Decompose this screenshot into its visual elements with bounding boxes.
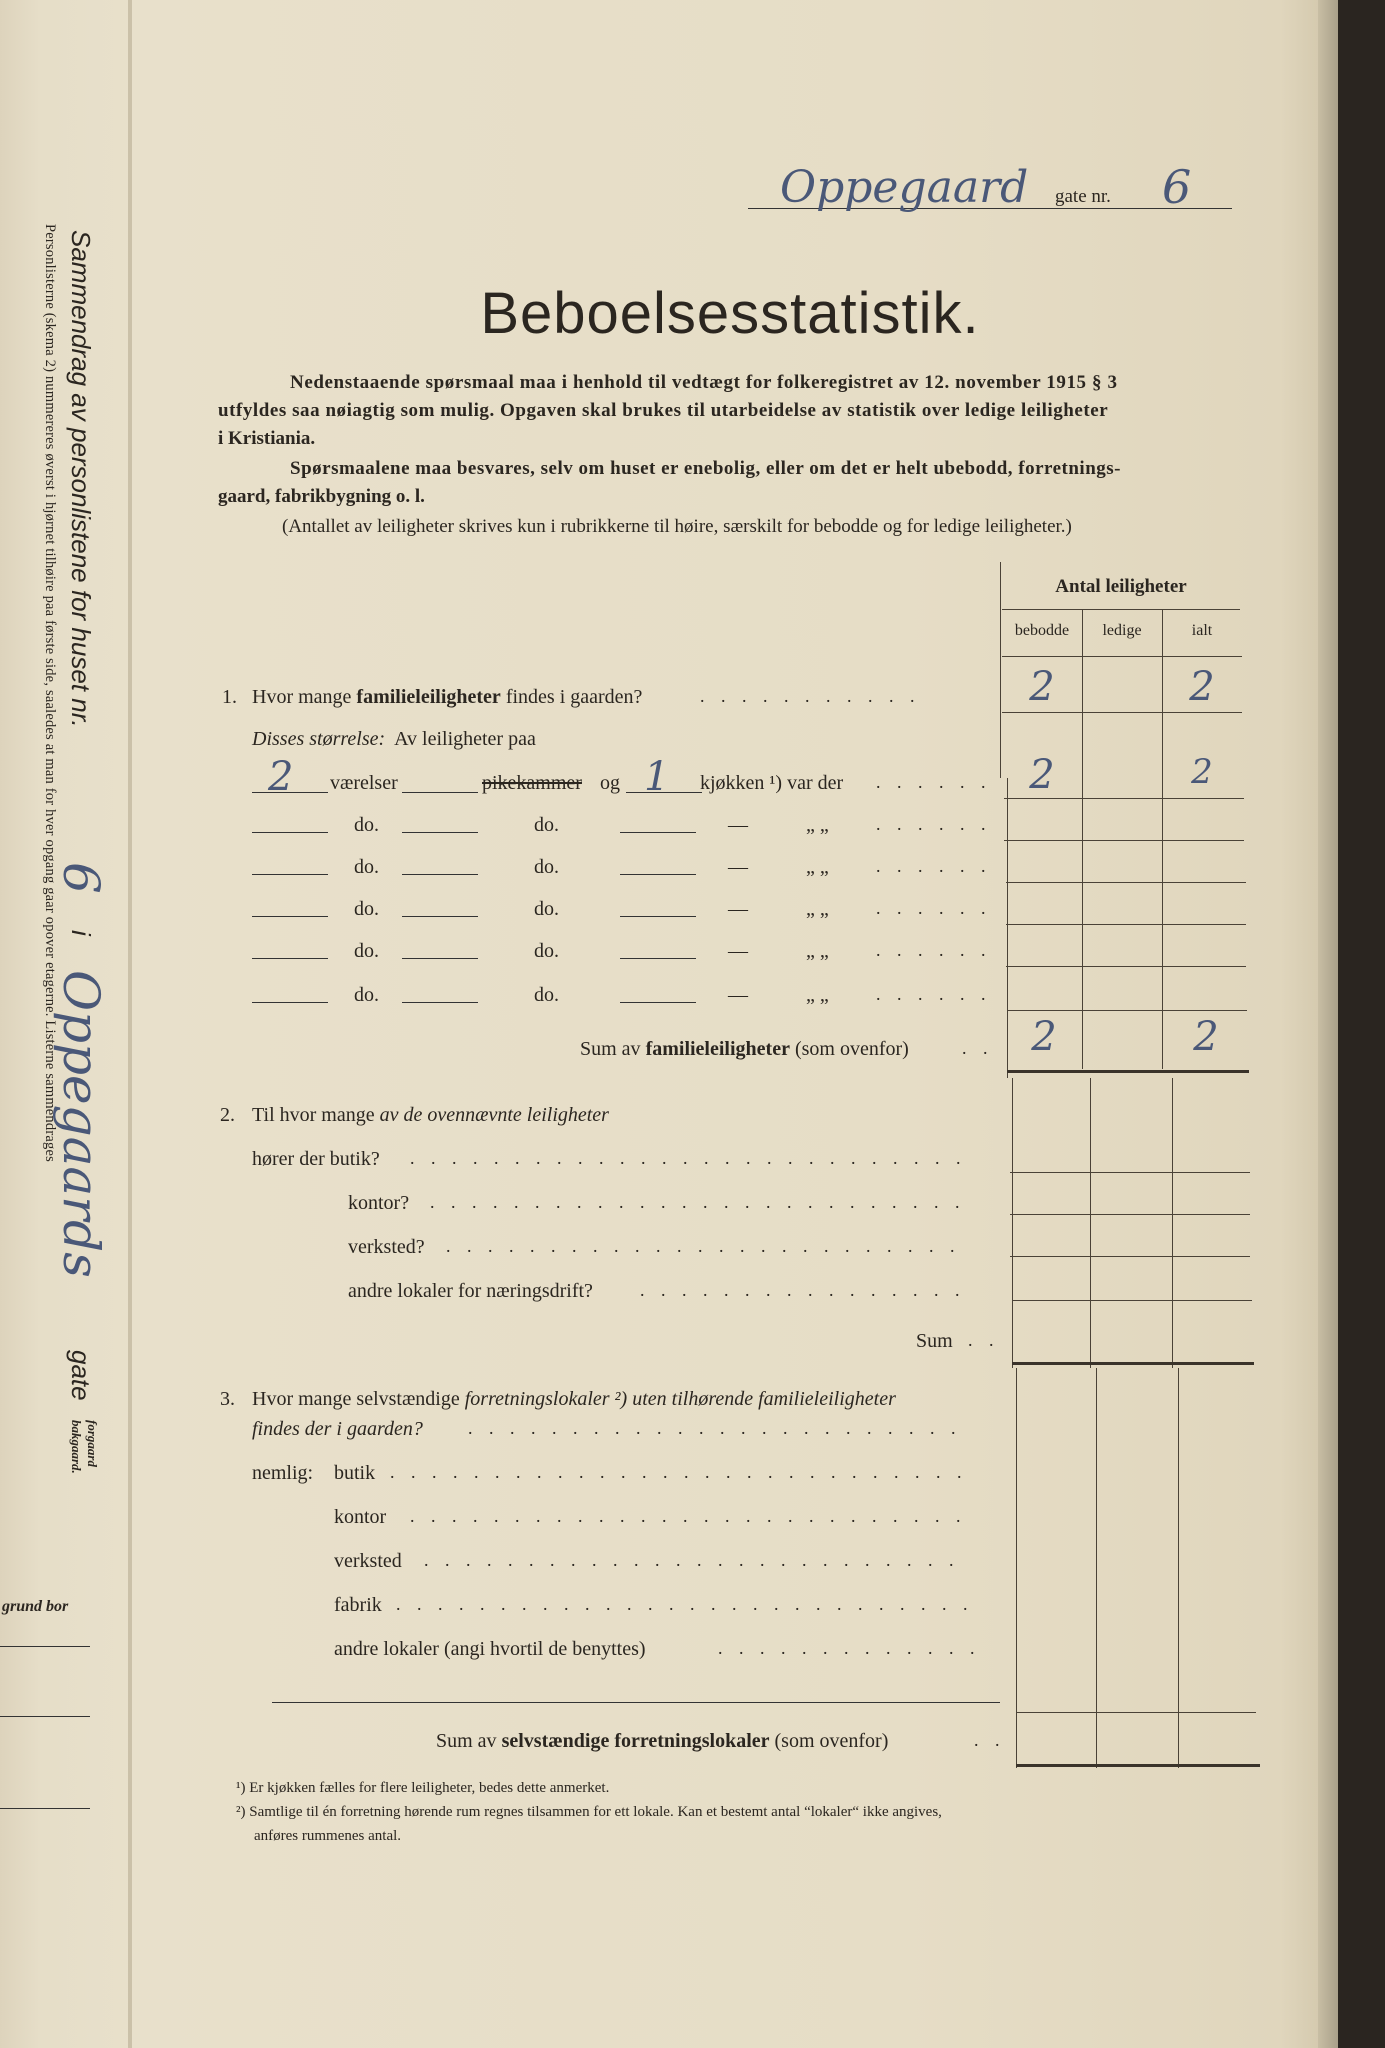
quote-marks: „ „	[806, 898, 829, 920]
side-line2: Personlisterne (skema 2) nummereres øverst i hjørnet tilhøire paa første side, saaledes at man for hver opgang gaar opover etagerne. Listerne sammendrages	[42, 224, 58, 1162]
do-blank	[620, 1002, 696, 1003]
row-line	[1004, 798, 1244, 799]
q3-write-in-line	[272, 1702, 1000, 1703]
row-line	[1010, 1172, 1250, 1173]
leader-dots: . . . . . . . . . . . . . . . . . . . . . . . . . . .	[410, 1148, 967, 1168]
leader-dots: . . . . . .	[876, 856, 992, 876]
footnote-2-line2: anføres rummenes antal.	[254, 1828, 402, 1844]
do-label: do.	[354, 984, 379, 1006]
row-line	[1010, 1214, 1250, 1215]
intro-p3: (Antallet av leiligheter skrives kun i rubrikkerne til høire, særskilt for bebodde og for ledige leiligheter.)	[282, 516, 1072, 537]
vaerelser-label: værelser	[330, 772, 398, 794]
footnote-1: ¹) Er kjøkken fælles for flere leiligheter, bedes dette anmerket.	[236, 1780, 610, 1796]
quote-marks: „ „	[806, 856, 829, 878]
q3-andre-label: andre lokaler (angi hvortil de benyttes)	[334, 1638, 646, 1660]
size-label-rest: Av leiligheter paa	[394, 728, 536, 750]
kitchen-handwritten: 1	[644, 754, 670, 800]
q3-sum-label	[436, 1730, 888, 1753]
q2-verksted-label: verksted?	[348, 1236, 425, 1258]
quote-marks: „ „	[806, 984, 829, 1006]
row1-bebodde-value: 2	[1029, 752, 1055, 798]
col-ledige-header: ledige	[1102, 622, 1142, 639]
intro-p2-line1: Spørsmaalene maa besvares, selv om huset er enebolig, eller om det er helt ubebodd, forretnings-	[290, 458, 1121, 479]
side-bakgaard: bakgaard.	[69, 1420, 84, 1474]
leader-dots: . . . . . . . . . . . . . . . . . . . . . . . . .	[446, 1236, 961, 1256]
side-line	[0, 1646, 90, 1647]
side-gate: gate	[66, 1350, 96, 1401]
do-blank	[402, 874, 478, 875]
do-label: do.	[534, 814, 559, 836]
table-border-left-d	[1016, 1368, 1017, 1768]
q1-number: 1.	[222, 686, 237, 708]
intro-p2-line2: gaard, fabrikbygning o. l.	[218, 486, 425, 507]
q3-text-italic2: uten tilhørende familieleiligheter	[627, 1388, 896, 1410]
do-blank	[620, 916, 696, 917]
row-line	[1012, 1300, 1252, 1301]
col-divider-2c	[1178, 1368, 1179, 1768]
do-blank	[252, 832, 328, 833]
house-number-handwritten: 6	[1162, 160, 1192, 214]
q2-text-italic: av de ovennævnte leiligheter	[379, 1104, 609, 1126]
q3-line2: findes der i gaarden?	[252, 1418, 423, 1440]
leader-dots: . . . . . . . . . . . . . . . . . . . . . . . . . . . .	[396, 1594, 974, 1614]
leader-dots: . . . . . . . . . . . . . . . . . . . . . . . . . .	[430, 1192, 966, 1212]
sum-pre: Sum av	[580, 1038, 646, 1060]
do-blank	[252, 916, 328, 917]
do-label: do.	[354, 856, 379, 878]
row-line	[1007, 1010, 1247, 1011]
row-line	[1016, 1712, 1256, 1713]
do-blank	[402, 916, 478, 917]
col-divider-2b	[1172, 1078, 1173, 1368]
q2-kontor-label: kontor?	[348, 1192, 410, 1214]
sum-3-line	[1016, 1764, 1260, 1767]
nemlig-label: nemlig:	[252, 1462, 314, 1484]
sum-post: (som ovenfor)	[769, 1730, 889, 1752]
do-blank	[620, 832, 696, 833]
q1-sum-bebodde: 2	[1031, 1014, 1057, 1060]
gate-nr-label: gate nr.	[1055, 186, 1111, 207]
pikekammer-label: pikekammer	[482, 772, 582, 794]
footnote-2-line1: ²) Samtlige til én forretning hørende rum regnes tilsammen for ett lokale. Kan et bestemt antal “lokaler“ ikke angives,	[236, 1804, 942, 1820]
q3-number: 3.	[220, 1388, 235, 1410]
leader-dots: . . . . . .	[876, 814, 992, 834]
pikekammer-blank	[402, 792, 478, 793]
q1-size-label	[252, 728, 536, 751]
table-border-left-c	[1012, 1078, 1013, 1368]
col-divider-1b	[1090, 1078, 1091, 1368]
sum-leader-dots: . .	[962, 1038, 994, 1058]
q2-andre-label: andre lokaler for næringsdrift?	[348, 1280, 593, 1302]
row1-ialt-value: 2	[1191, 752, 1213, 792]
q1-bebodde-value: 2	[1029, 664, 1055, 710]
do-blank	[402, 832, 478, 833]
sum-pre: Sum av	[436, 1730, 502, 1752]
do-label: do.	[534, 898, 559, 920]
leader-dots: . .	[968, 1330, 1000, 1350]
side-street-handwritten: Oppegaards	[52, 970, 110, 1278]
street-handwritten: Oppegaard	[780, 162, 1029, 213]
table-border-left-a	[1000, 562, 1001, 778]
do-blank	[620, 874, 696, 875]
q3-text-pre: Hvor mange selvstændige	[252, 1388, 465, 1410]
q1-text-pre: Hvor mange	[252, 686, 357, 708]
dash: —	[728, 856, 748, 878]
quote-marks: „ „	[806, 940, 829, 962]
row-line	[1002, 712, 1242, 713]
col-bebodde-header: bebodde	[1014, 622, 1070, 639]
q1-sum-label	[580, 1038, 909, 1061]
do-blank	[402, 958, 478, 959]
side-forgaard: forgaard	[85, 1420, 100, 1467]
dash: —	[728, 814, 748, 836]
side-i: i	[66, 930, 96, 936]
q1-text-post: findes i gaarden?	[500, 686, 643, 708]
intro-p1-line1: Nedenstaaende spørsmaal maa i henhold til vedtægt for folkeregistret av 12. november 1915 § 3	[290, 372, 1118, 393]
q2-sum-label: Sum	[916, 1330, 953, 1352]
leader-dots: . . . . . . . . . . . . .	[718, 1638, 981, 1658]
intro-p1-line2: utfyldes saa nøiagtig som mulig. Opgaven skal brukes til utarbeidelse av statistik over ledige leiligheter	[218, 400, 1109, 421]
do-blank	[620, 958, 696, 959]
do-blank	[402, 1002, 478, 1003]
sum-post: (som ovenfor)	[789, 1038, 909, 1060]
kjokken-label: kjøkken ¹) var der	[700, 772, 844, 794]
row-line	[1010, 1256, 1250, 1257]
side-line1-pre: Sammendrag av personlistene for huset nr.	[66, 230, 96, 728]
col-divider-1a	[1082, 609, 1083, 1069]
q3-text-italic1: forretningslokaler ²)	[464, 1388, 628, 1410]
q3-butik-label: butik	[334, 1462, 376, 1484]
leader-dots: . . . . . .	[876, 940, 992, 960]
row-line	[1006, 882, 1246, 883]
q2-butik-label: hører der butik?	[252, 1148, 380, 1170]
do-blank	[252, 1002, 328, 1003]
dash: —	[728, 940, 748, 962]
q1-leader-dots: . . . . . . . . . . .	[700, 686, 921, 706]
q1-ialt-value: 2	[1189, 664, 1215, 710]
leader-dots: . .	[974, 1730, 1006, 1750]
leader-dots: . . . . . .	[876, 984, 992, 1004]
do-label: do.	[354, 898, 379, 920]
do-label: do.	[354, 814, 379, 836]
dash: —	[728, 898, 748, 920]
q3-verksted-label: verksted	[334, 1550, 402, 1572]
do-label: do.	[534, 856, 559, 878]
table-group-divider	[1002, 609, 1240, 610]
do-blank	[252, 958, 328, 959]
page-title: Beboelsesstatistik.	[480, 281, 980, 346]
side-line	[0, 1716, 90, 1717]
q3-kontor-label: kontor	[334, 1506, 387, 1528]
q1-sum-ialt: 2	[1193, 1014, 1219, 1060]
table-group-header: Antal leiligheter	[1055, 576, 1187, 597]
row1-leader-dots: . . . . . .	[876, 772, 992, 792]
row-line	[1006, 924, 1246, 925]
do-label: do.	[534, 984, 559, 1006]
q2-text-pre: Til hvor mange	[252, 1104, 380, 1126]
do-label: do.	[534, 940, 559, 962]
leader-dots: . . . . . . . . . . . . . . . . . . . . . . . . . . . .	[390, 1462, 968, 1482]
q2-number: 2.	[220, 1104, 235, 1126]
q1-question	[252, 686, 642, 709]
size-label-italic: Disses størrelse:	[252, 728, 386, 750]
leader-dots: . . . . . . . . . . . . . . . . . . . . . . . .	[468, 1418, 962, 1438]
leader-dots: . . . . . . . . . . . . . . . . . . . . . . . . . .	[424, 1550, 960, 1570]
leader-dots: . . . . . . . . . . . . . . . .	[640, 1280, 966, 1300]
intro-p1-line3: i Kristiania.	[218, 428, 316, 449]
row-line	[1006, 966, 1246, 967]
rooms-handwritten: 2	[268, 754, 294, 800]
do-blank	[252, 874, 328, 875]
col-ialt-header: ialt	[1191, 622, 1213, 639]
dash: —	[728, 984, 748, 1006]
q2-question	[252, 1104, 609, 1127]
sum-1-line	[1007, 1070, 1249, 1073]
quote-marks: „ „	[806, 814, 829, 836]
side-grund-bor: grund bor	[2, 1598, 69, 1615]
leader-dots: . . . . . .	[876, 898, 992, 918]
sum-2-line	[1012, 1362, 1254, 1365]
side-number-handwritten: 6	[52, 862, 110, 894]
sum-bold: selvstændige forretningslokaler	[501, 1730, 770, 1752]
do-label: do.	[354, 940, 379, 962]
table-header-bottom	[1002, 656, 1242, 657]
q3-fabrik-label: fabrik	[334, 1594, 382, 1616]
col-divider-1c	[1096, 1368, 1097, 1768]
sum-bold: familieleiligheter	[645, 1038, 790, 1060]
leader-dots: . . . . . . . . . . . . . . . . . . . . . . . . . . .	[410, 1506, 967, 1526]
q1-text-bold: familieleiligheter	[356, 686, 501, 708]
og-label: og	[600, 772, 620, 794]
side-margin-text	[18, 224, 110, 1530]
row-line	[1004, 840, 1244, 841]
q3-question	[252, 1388, 896, 1411]
side-line	[0, 1808, 90, 1809]
